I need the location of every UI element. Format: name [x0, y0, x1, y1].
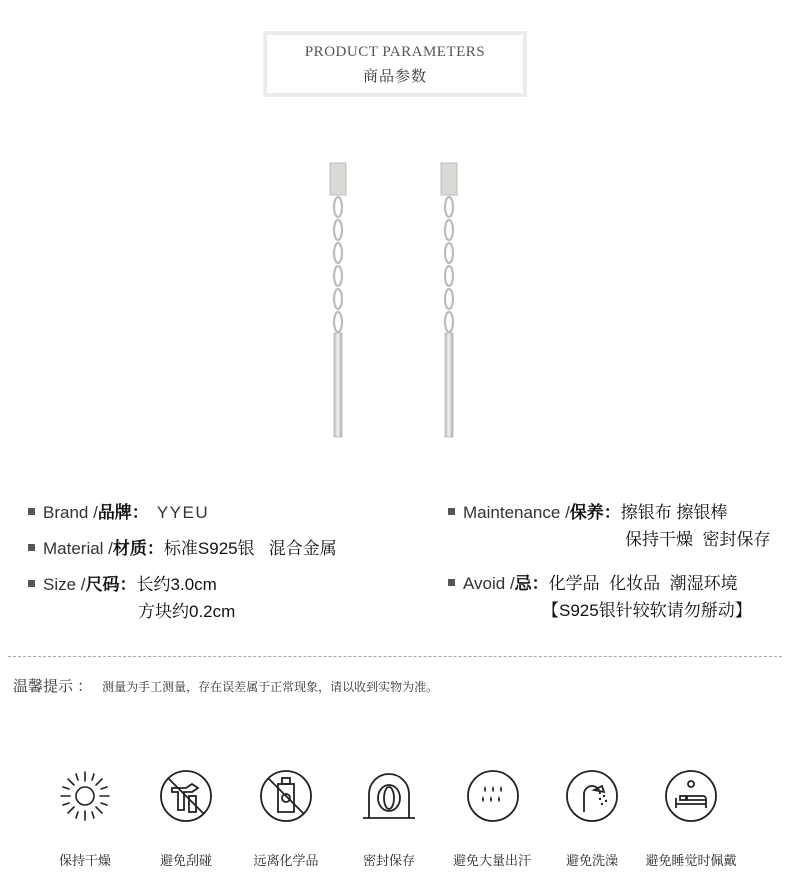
param-value: 擦银布 擦银棒	[620, 503, 728, 522]
param-value: 标准S925银 混合金属	[163, 539, 337, 558]
bullet-icon	[448, 579, 455, 586]
dashed-divider	[8, 656, 782, 657]
care-label: 避免睡觉时佩戴	[645, 853, 737, 868]
section-title-inner	[267, 35, 523, 93]
param-size-second-line: 方块约0.2cm	[138, 602, 236, 621]
section-title-en: PRODUCT PARAMETERS	[304, 44, 486, 60]
param-label: Avoid /	[463, 574, 515, 593]
sleep-icon	[663, 768, 719, 824]
param-maintenance	[448, 498, 728, 523]
right-earring	[441, 163, 457, 437]
warm-tip	[13, 675, 438, 696]
section-title-box	[263, 31, 527, 97]
bullet-icon	[28, 544, 35, 551]
care-label: 远离化学品	[253, 853, 319, 868]
product-image	[0, 150, 790, 450]
param-label-cn: 品牌：	[97, 503, 149, 522]
earrings-illustration	[0, 150, 790, 450]
param-value: YYEU	[156, 503, 210, 522]
param-value: 长约3.0cm	[136, 575, 217, 594]
sealed-storage-icon	[361, 768, 417, 824]
care-label: 避免洗澡	[565, 853, 619, 868]
param-material	[28, 534, 337, 559]
shower-icon	[564, 768, 620, 824]
param-label: Brand /	[43, 503, 98, 522]
care-label: 保持干燥	[58, 853, 112, 868]
param-avoid-second-line: 【S925银针较软请勿掰动】	[542, 601, 752, 620]
no-scratch-icon	[158, 768, 214, 824]
param-label-cn: 忌：	[514, 574, 549, 593]
bullet-icon	[448, 508, 455, 515]
care-label: 避免刮碰	[159, 853, 213, 868]
param-brand	[28, 498, 209, 523]
param-value: 化学品 化妆品 潮湿环境	[548, 574, 738, 593]
section-title-cn: 商品参数	[362, 68, 427, 85]
param-label: Size /	[43, 575, 86, 594]
param-label: Material /	[43, 539, 113, 558]
tip-text: 测量为手工测量，存在误差属于正常现象，请以收到实物为准。	[102, 680, 439, 694]
left-earring	[330, 163, 346, 437]
param-avoid	[448, 569, 738, 594]
tip-label: 温馨提示 ：	[13, 678, 93, 695]
param-label-cn: 尺码：	[85, 575, 137, 594]
param-label: Maintenance /	[463, 503, 570, 522]
param-label-cn: 材质：	[112, 539, 164, 558]
care-label: 避免大量出汗	[452, 853, 532, 868]
bullet-icon	[28, 580, 35, 587]
param-size	[28, 570, 217, 595]
param-maintenance-second-line: 保持干燥 密封保存	[625, 530, 771, 549]
bullet-icon	[28, 508, 35, 515]
sun-icon	[57, 768, 113, 824]
no-chemicals-icon	[258, 768, 314, 824]
param-label-cn: 保养：	[569, 503, 621, 522]
care-label: 密封保存	[362, 853, 416, 868]
sweat-icon	[465, 768, 521, 824]
